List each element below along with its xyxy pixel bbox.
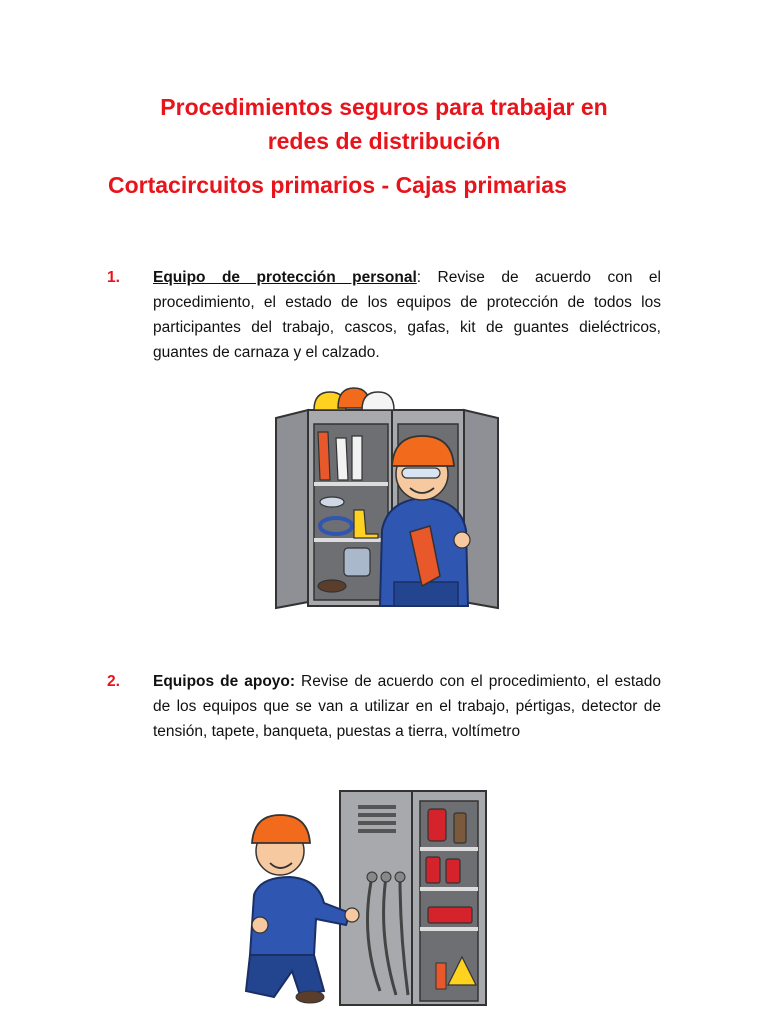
clamp-meter-icon [446, 859, 460, 883]
tester-icon [454, 813, 466, 843]
list-item-text: Revise de acuerdo con el procedimiento, el estado de los equipos que se van a utilizar en el trabajo, pértigas, detector de tensión, tapete, banqueta, puestas a tierra, voltímetro [153, 673, 662, 740]
support-equipment-illustration [240, 785, 500, 1010]
list-item-text: Revise de acuerdo con el procedimiento, el estado de los equipos de protección de todos los participantes del trabajo, cascos, gafas, kit de guantes dieléctricos, guantes de carnaza y el calzado. [153, 269, 661, 361]
document-subtitle: Cortacircuitos primarios - Cajas primarias [108, 172, 567, 198]
list-item-body [153, 265, 661, 365]
cabinet-vent [358, 805, 396, 809]
list-item-heading: Equipos de apoyo: [153, 673, 296, 690]
helmet-white-icon [362, 392, 394, 410]
worker-hand [345, 908, 359, 922]
list-item-support-equipment [107, 669, 661, 744]
title-line-2: redes de distribución [267, 128, 501, 154]
locker-right-door [464, 410, 498, 608]
clamp-icon [395, 872, 405, 882]
safety-bag-icon [344, 548, 370, 576]
clamp-icon [367, 872, 377, 882]
ppe-locker-illustration [262, 380, 522, 615]
worker-helmet-icon [252, 815, 310, 843]
list-item-number: 1. [107, 269, 120, 286]
cabinet-vent [358, 821, 396, 825]
worker-thumb-hand [252, 917, 268, 933]
clamp-icon [381, 872, 391, 882]
list-item-body [153, 669, 661, 744]
document-title [60, 90, 708, 158]
shoes-icon [318, 580, 346, 592]
cabinet-vent [358, 813, 396, 817]
gloves-white-icon [352, 436, 362, 480]
worker-body [250, 877, 350, 955]
voltage-detector-icon [428, 809, 446, 841]
gloves-white-icon [336, 438, 348, 480]
locker-left-door [276, 410, 308, 608]
voltmeter-icon [426, 857, 440, 883]
list-item-separator: : [416, 269, 422, 286]
insulating-mat-icon [428, 907, 472, 923]
worker-goggles-icon [402, 468, 440, 478]
list-item-personal-protection [107, 265, 661, 365]
list-item-heading: Equipo de protección personal [153, 269, 417, 286]
worker-pants [394, 582, 458, 606]
worker-boot [296, 991, 324, 1003]
cone-icon [436, 963, 446, 989]
cabinet-vent [358, 829, 396, 833]
gloves-orange-icon [318, 432, 330, 480]
goggles-icon [320, 497, 344, 507]
title-line-1: Procedimientos seguros para trabajar en [160, 94, 608, 120]
worker-hand [454, 532, 470, 548]
list-item-number: 2. [107, 673, 120, 690]
